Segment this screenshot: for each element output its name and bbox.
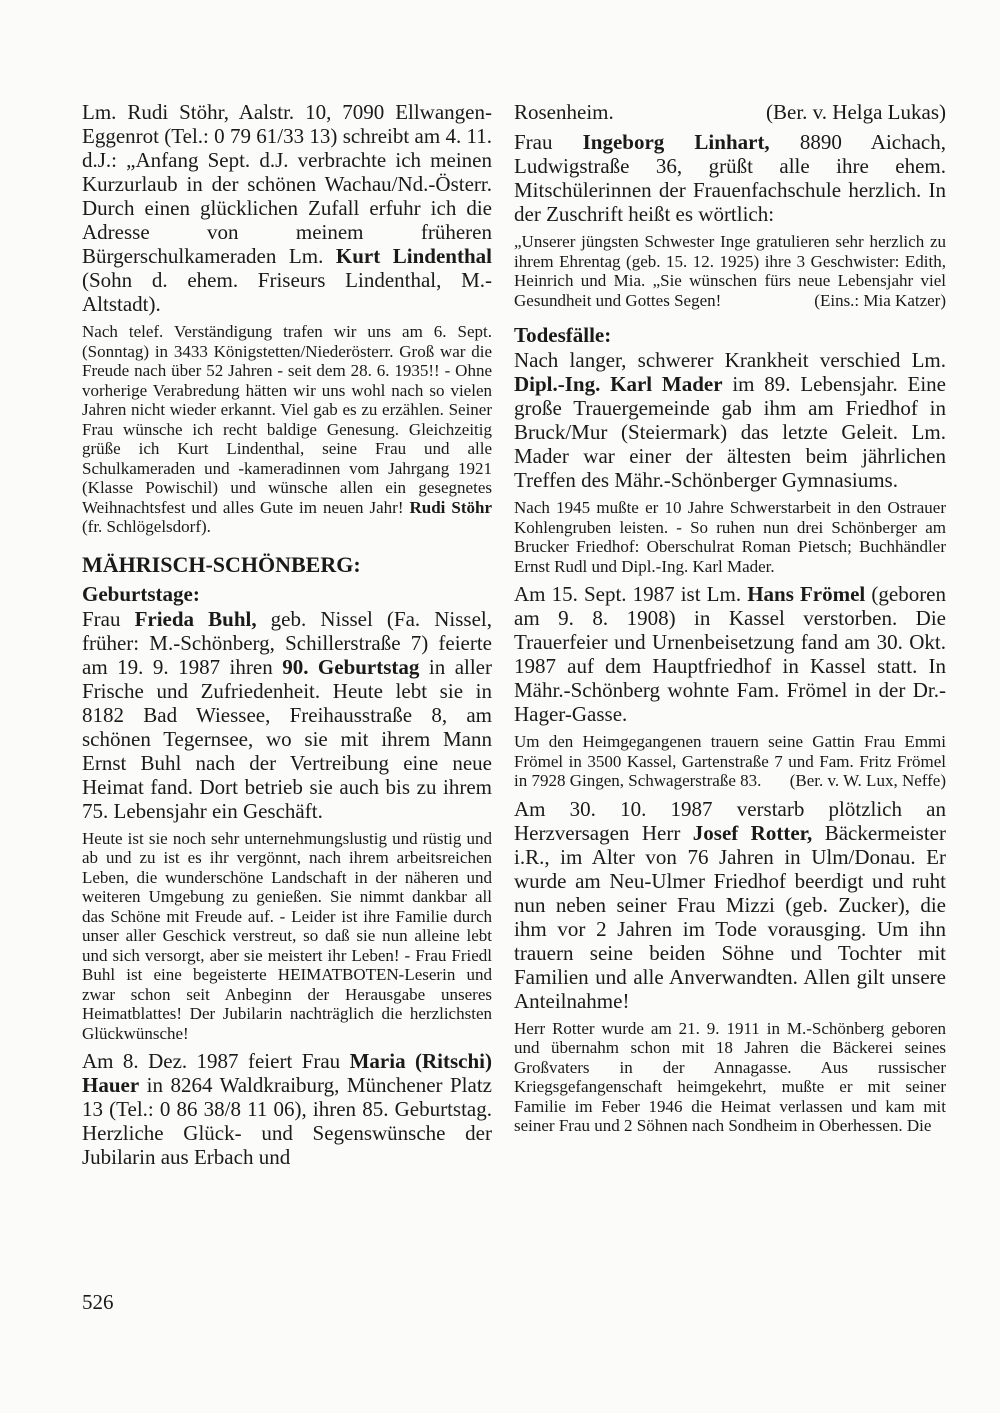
- text: geb. Nissel (Fa. Nissel, früher: M.-Schönberg, Schillerstraße 7) feierte am 19. 9. 1987 ihren: [82, 606, 492, 679]
- right-column: [514, 100, 946, 1142]
- credit: (Eins.: Mia Katzer): [814, 290, 946, 310]
- paragraph-linhart-quote: [514, 232, 946, 310]
- paragraph-buhl: [82, 607, 492, 823]
- paragraph-stoehr-letter: [82, 100, 492, 316]
- paragraph-rotter: [514, 797, 946, 1013]
- text: (geboren am 9. 8. 1908) in Kassel verstorben. Die Trauerfeier und Urnenbeisetzung fand am 30. Okt. 1987 auf dem Hauptfriedhof in Kassel statt. In Mähr.-Schönberg wohnte Fam. Frömel in der Dr.-Hager-Gasse.: [514, 582, 947, 726]
- paragraph-mader-detail: Nach 1945 mußte er 10 Jahre Schwerstarbeit in den Ostrauer Kohlengruben leisten. - So ruhen nun drei Schönberger am Brucker Friedhof: Oberschulrat Roman Pietsch; Buchhändler Ernst Rudl und Dipl.-Ing. Karl Mader.: [514, 498, 946, 576]
- text: Am 15. Sept. 1987 ist Lm.: [514, 582, 748, 606]
- text: Am 30. 10. 1987 verstarb plötzlich an Herzversagen Herr: [514, 796, 946, 845]
- section-heading: MÄHRISCH-SCHÖNBERG:: [82, 551, 361, 577]
- text: (fr. Schlögelsdorf).: [82, 517, 211, 536]
- subheading-geburtstage: Geburtstage:: [82, 581, 200, 606]
- text: Lm. Rudi Stöhr, Aalstr. 10, 7090 Ellwangen-Eggenrot (Tel.: 0 79 61/33 13) schreibt am 4. 11. d.J.: „Anfang Sept. d.J. verbrachte ich meinen Kurzurlaub in der schönen Wachau/Nd.-Österr. Durch einen glücklichen Zufall erfuhr ich die Adresse von meinem früheren Bürgerschulkameraden Lm.: [82, 100, 492, 268]
- text: Am 8. Dez. 1987 feiert Frau: [82, 1049, 350, 1073]
- paragraph-mader: [514, 348, 946, 492]
- page-number: 526: [82, 1290, 114, 1314]
- paragraph-linhart: [514, 130, 946, 226]
- name-bold: Ingeborg Linhart,: [582, 130, 770, 154]
- paragraph-meeting: [82, 322, 492, 537]
- name-bold: Frieda Buhl,: [134, 606, 257, 631]
- name-bold: Kurt Lindenthal: [335, 244, 492, 268]
- text: (Sohn d. ehem. Friseurs Lindenthal, M.-Altstadt).: [82, 268, 492, 316]
- paragraph-hauer: [82, 1049, 492, 1169]
- paragraph-rosenheim: [514, 100, 946, 124]
- text: Rosenheim.: [514, 100, 614, 124]
- text: Nach langer, schwerer Krankheit verschied Lm.: [514, 348, 946, 372]
- name-bold: Dipl.-Ing. Karl Mader: [514, 372, 723, 396]
- name-bold: Rudi Stöhr: [409, 497, 492, 517]
- text: in aller Frische und Zufriedenheit. Heute lebt sie in 8182 Bad Wiessee, Freihausstraße 8, am schönen Tegernsee, wo sie mit ihrem Mann Ernst Buhl nach der Vertreibung eine neue Heimat fand. Dort betrieb sie auch bis zu ihrem 75. Lebensjahr ein Geschäft.: [82, 654, 492, 823]
- text: im 89. Lebensjahr. Eine große Trauergemeinde gab ihm am Friedhof in Bruck/Mur (Steiermark) das letzte Geleit. Lm. Mader war einer der ältesten beim jährlichen Treffen des Mähr.-Schönberger Gymnasiums.: [514, 372, 946, 492]
- name-bold: Hans Frömel: [747, 582, 866, 606]
- text: Nach telef. Verständigung trafen wir uns am 6. Sept. (Sonntag) in 3433 Königstetten/Niederösterr. Groß war die Freude nach über 52 Jahren - seit dem 28. 6. 1935!! - Ohne vorherige Verabredung hätten wir uns wohl nach so vielen Jahren nicht wieder erkannt. Viel gab es zu erzählen. Seiner Frau wünsche ich recht baldige Genesung. Gleichzeitig grüße ich Kurt Lindenthal, seine Frau und alle Schulkameraden und -kameradinnen vom Jahrgang 1921 (Klasse Powischil) und wünsche allen ein gesegnetes Weihnachtsfest und alles Gute im neuen Jahr!: [82, 322, 492, 517]
- paragraph-buhl-detail: Heute ist sie noch sehr unternehmungslustig und rüstig und ab und zu ist es ihr vergönnt, nach ihrem arbeitsreichen Leben, die wunderschöne Landschaft in der näheren und weiteren Umgebung zu genießen. Sie nimmt dankbar all das Schöne mit Freude auf. - Leider ist ihre Familie durch unser aller Geschick verstreut, so daß sie nun alleine lebt und sich versorgt, aber sie meistert ihr Leben! - Frau Friedl Buhl ist eine begeisterte HEIMATBOTEN-Leserin und zwar schon seit Anbeginn der Herausgabe unseres Heimatblattes! Der Jubilarin nachträglich die herzlichsten Glückwünsche!: [82, 828, 492, 1043]
- text: „Unserer jüngsten Schwester Inge gratulieren sehr herzlich zu ihrem Ehrentag (geb. 15. 12. 1925) ihre 3 Geschwister: Edith, Heinrich und Mia. „Sie wünschen fürs neue Lebensjahr viel Gesundheit und Gottes Segen!: [514, 232, 946, 310]
- credit: (Ber. v. Helga Lukas): [766, 100, 946, 124]
- text: Frau: [82, 606, 135, 631]
- subheading-todesfaelle: Todesfälle:: [514, 323, 612, 347]
- paragraph-rotter-detail: Herr Rotter wurde am 21. 9. 1911 in M.-Schönberg geboren und übernahm schon mit 18 Jahren die Bäckerei seines Großvaters in der Annagasse. Aus russischer Kriegsgefangenschaft heimgekehrt, mußte er mit seiner Familie im Feber 1946 die Heimat verlassen und kam mit seiner Frau und 2 Söhnen nach Sondheim in Oberhessen. Die: [514, 1018, 946, 1135]
- name-bold: Maria (Ritschi) Hauer: [82, 1049, 492, 1097]
- text: in 8264 Waldkraiburg, Münchener Platz 13 (Tel.: 0 86 38/8 11 06), ihren 85. Geburtstag. Herzliche Glück- und Segenswünsche der Jubilarin aus Erbach und: [82, 1073, 492, 1169]
- text: Bäckermeister i.R., im Alter von 76 Jahren in Ulm/Donau. Er wurde am Neu-Ulmer Friedhof beerdigt und ruht nun neben seiner Frau Mizzi (geb. Zucker), die ihm vor 2 Jahren im Tode vorausging. Um ihn trauern seine beiden Söhne und Tochter mit Familien und alle Anverwandten. Allen gilt unsere Anteilnahme!: [514, 820, 946, 1013]
- text: Um den Heimgegangenen trauern seine Gattin Frau Emmi Frömel in 3500 Kassel, Gartenstraße 7 und Fam. Fritz Frömel in 7928 Gingen, Schwagerstraße 83.: [514, 732, 946, 790]
- paragraph-froemel-detail: [514, 732, 946, 791]
- text: 8890 Aichach, Ludwigstraße 36, grüßt alle ihre ehem. Mitschülerinnen der Frauenfachschule herzlich. In der Zuschrift heißt es wörtlich:: [514, 130, 946, 226]
- name-bold: Josef Rotter,: [692, 820, 813, 845]
- text: Frau: [514, 130, 583, 154]
- paragraph-froemel: [514, 582, 946, 726]
- left-column: [82, 100, 492, 1175]
- credit: (Ber. v. W. Lux, Neffe): [789, 771, 946, 790]
- birthday-bold: 90. Geburtstag: [282, 654, 420, 679]
